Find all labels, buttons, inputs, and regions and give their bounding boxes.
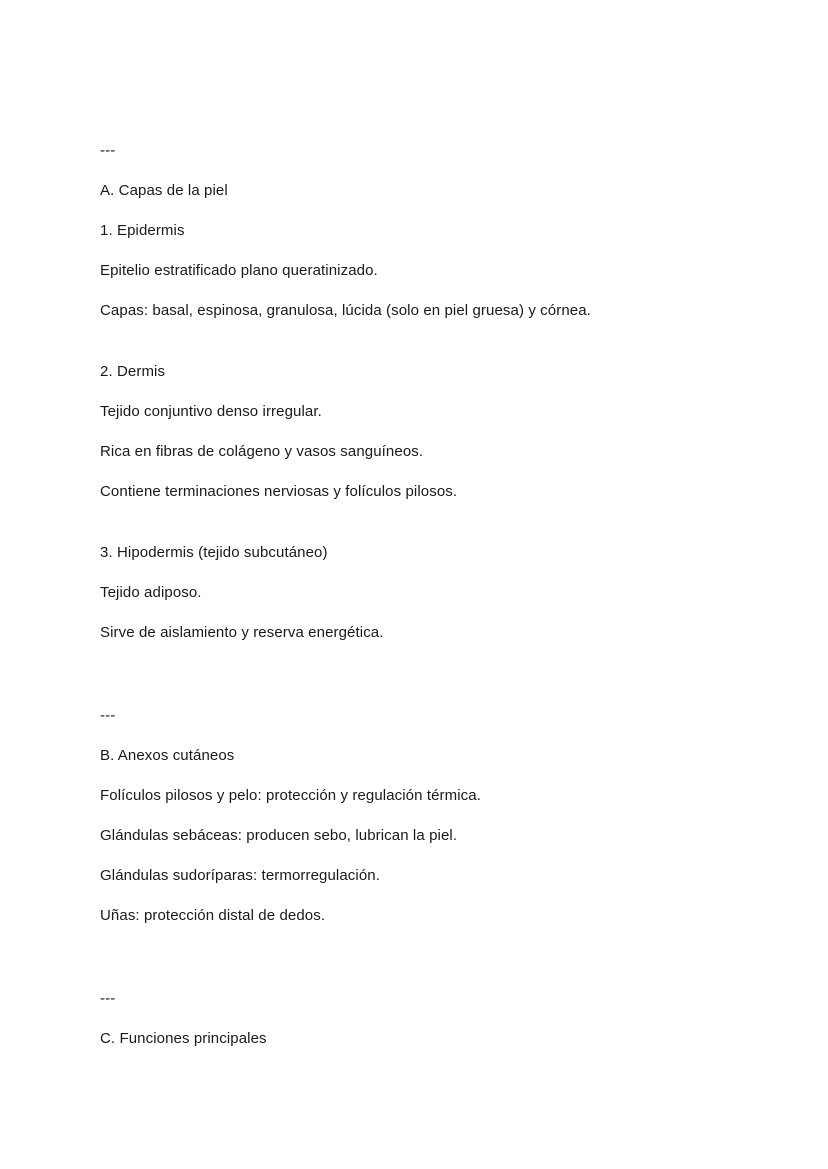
paragraph-hipodermis-aislamiento: Sirve de aislamiento y reserva energética. [100,624,384,641]
paragraph-epidermis-epitelio: Epitelio estratificado plano queratinizado. [100,262,378,279]
paragraph-dermis-terminaciones: Contiene terminaciones nerviosas y folículos pilosos. [100,483,458,500]
subheading-epidermis: 1. Epidermis [100,222,185,239]
separator-2: --- [100,707,116,724]
paragraph-dermis-tejido: Tejido conjuntivo denso irregular. [100,403,322,420]
heading-funciones-principales: C. Funciones principales [100,1030,267,1047]
paragraph-epidermis-capas: Capas: basal, espinosa, granulosa, lúcida (solo en piel gruesa) y córnea. [100,302,591,319]
separator-3: --- [100,990,116,1007]
subheading-dermis: 2. Dermis [100,363,166,380]
paragraph-anexos-sebaceas: Glándulas sebáceas: producen sebo, lubrican la piel. [100,827,458,844]
subheading-hipodermis: 3. Hipodermis (tejido subcutáneo) [100,544,328,561]
heading-anexos-cutaneos: B. Anexos cutáneos [100,747,235,764]
paragraph-anexos-foliculos: Folículos pilosos y pelo: protección y regulación térmica. [100,787,481,804]
heading-capas-de-la-piel: A. Capas de la piel [100,182,228,199]
paragraph-anexos-sudoriparas: Glándulas sudoríparas: termorregulación. [100,867,380,884]
separator-1: --- [100,142,116,159]
paragraph-hipodermis-tejido: Tejido adiposo. [100,584,202,601]
paragraph-dermis-fibras: Rica en fibras de colágeno y vasos sanguíneos. [100,443,424,460]
paragraph-anexos-unas: Uñas: protección distal de dedos. [100,907,326,924]
